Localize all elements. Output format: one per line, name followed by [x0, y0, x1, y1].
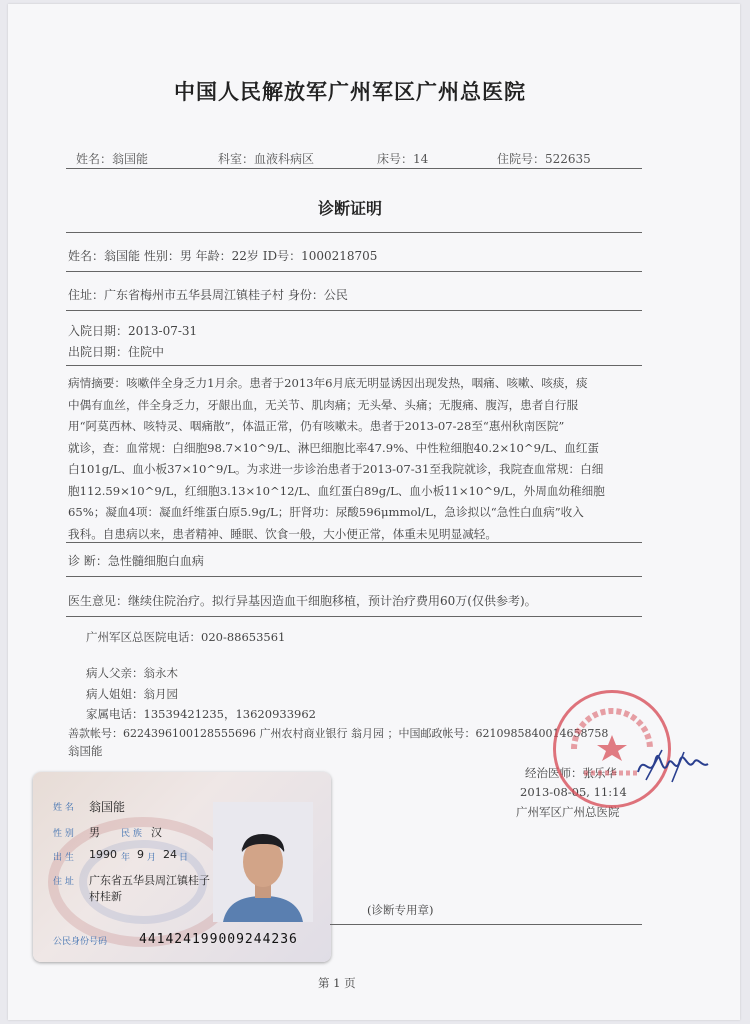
id-birth-month: 9	[137, 848, 144, 861]
summary-line: 65%；凝血4项：凝血纤维蛋白原5.9g/L；肝肾功：尿酸596μmmol/L，急诊拟以“急性白血病”收入	[68, 505, 584, 519]
discharge-date: 出院日期：住院中	[68, 345, 165, 359]
address-line: 住址：广东省梅州市五华县周江镇桂子村 身份：公民	[68, 288, 348, 302]
doc-title: 诊断证明	[317, 199, 382, 218]
admit-date: 入院日期：2013-07-31	[68, 324, 198, 338]
hospital-phone: 广州军区总医院电话：020-88653561	[86, 630, 286, 644]
donation-account: 善款帐号：6224396100128555696 广州农村商业银行 翁月园 ；中国邮政帐号：6210985840014658758	[68, 727, 609, 740]
header-bed: 床号：14	[377, 152, 429, 166]
header-name: 姓名：翁国能	[76, 152, 149, 166]
summary-line: 中偶有血丝，伴全身乏力，牙龈出血，无关节、肌肉痛；无头晕、头痛；无腹痛、腹泻，患者自行服	[68, 397, 579, 412]
divider	[66, 542, 642, 543]
header-dept: 科室：血液科病区	[218, 152, 315, 166]
id-month-unit: 月	[147, 853, 157, 863]
id-day-unit: 日	[179, 853, 189, 863]
id-address-label: 住 址	[53, 877, 74, 887]
divider	[66, 271, 642, 272]
id-name-label: 姓 名	[53, 803, 74, 813]
patient-father: 病人父亲：翁永木	[86, 666, 178, 680]
family-phone: 家属电话：13539421235，13620933962	[86, 707, 316, 721]
id-birth-day: 24	[163, 848, 177, 861]
id-birth-year: 1990	[89, 848, 117, 861]
header-admission-no: 住院号：522635	[497, 152, 591, 166]
divider	[330, 924, 642, 925]
attending-doctor: 经治医师：张乐华	[525, 766, 617, 780]
doctor-opinion: 医生意见：继续住院治疗。拟行异基因造血干细胞移植，预计治疗费用60万(仅供参考)。	[68, 594, 537, 608]
patient-sister: 病人姐姐：翁月园	[86, 687, 178, 701]
seal-label: (诊断专用章)	[367, 903, 434, 917]
id-number: 441424199009244236	[139, 932, 298, 947]
summary-line: 用“阿莫西林、咳特灵、咽痛散”，体温正常，仍有咳嗽未。患者于2013-07-28至“惠州秋南医院”	[68, 419, 565, 433]
sign-org: 广州军区广州总医院	[516, 805, 620, 819]
id-address-line1: 广东省五华县周江镇桂子	[89, 874, 210, 887]
id-ethnic-label: 民 族	[121, 829, 142, 839]
divider	[66, 310, 642, 311]
id-year-unit: 年	[121, 853, 131, 863]
divider	[66, 168, 642, 169]
id-sex-label: 性 别	[53, 829, 74, 839]
id-sex: 男	[89, 826, 100, 839]
hospital-title: 中国人民解放军广州军区广州总医院	[174, 79, 526, 104]
summary-line: 就诊，查：血常规：白细胞98.7×10^9/L、淋巴细胞比率47.9%、中性粒细胞40.2×10^9/L、血红蛋	[68, 440, 600, 455]
person-portrait-icon	[213, 802, 313, 922]
id-ethnic: 汉	[151, 826, 162, 839]
sign-time: 2013-08-05, 11:14	[520, 785, 627, 799]
divider	[66, 232, 642, 233]
id-card	[33, 772, 331, 962]
diagnosis: 诊 断：急性髓细胞白血病	[68, 554, 204, 568]
patient-line: 姓名：翁国能 性别：男 年龄：22岁 ID号：1000218705	[68, 249, 378, 263]
divider	[66, 616, 642, 617]
summary-line: 白101g/L、血小板37×10^9/L。为求进一步诊治患者于2013-07-31至我院就诊，我院查血常规：白细	[68, 462, 604, 476]
illness-summary	[68, 373, 648, 545]
summary-line: 病情摘要：咳嗽伴全身乏力1月余。患者于2013年6月底无明显诱因出现发热，咽痛、咳嗽、咳痰，痰	[68, 376, 588, 390]
page-number: 第 1 页	[318, 976, 356, 990]
id-birth-label: 出 生	[53, 853, 74, 863]
id-photo	[213, 802, 313, 922]
divider	[66, 365, 642, 366]
id-name: 翁国能	[89, 800, 126, 814]
summary-line: 胞112.59×10^9/L，红细胞3.13×10^12/L、血红蛋白89g/L、血小板11×10^9/L，外周血幼稚细胞	[68, 483, 605, 498]
divider	[66, 576, 642, 577]
doctor-signature-icon	[632, 742, 712, 790]
donation-name: 翁国能	[68, 744, 103, 758]
summary-line: 我科。自患病以来，患者精神、睡眠、饮食一般，大小便正常，体重未见明显减轻。	[68, 526, 497, 541]
id-number-label: 公民身份号码	[53, 937, 108, 947]
id-address-line2: 村桂新	[89, 890, 122, 903]
